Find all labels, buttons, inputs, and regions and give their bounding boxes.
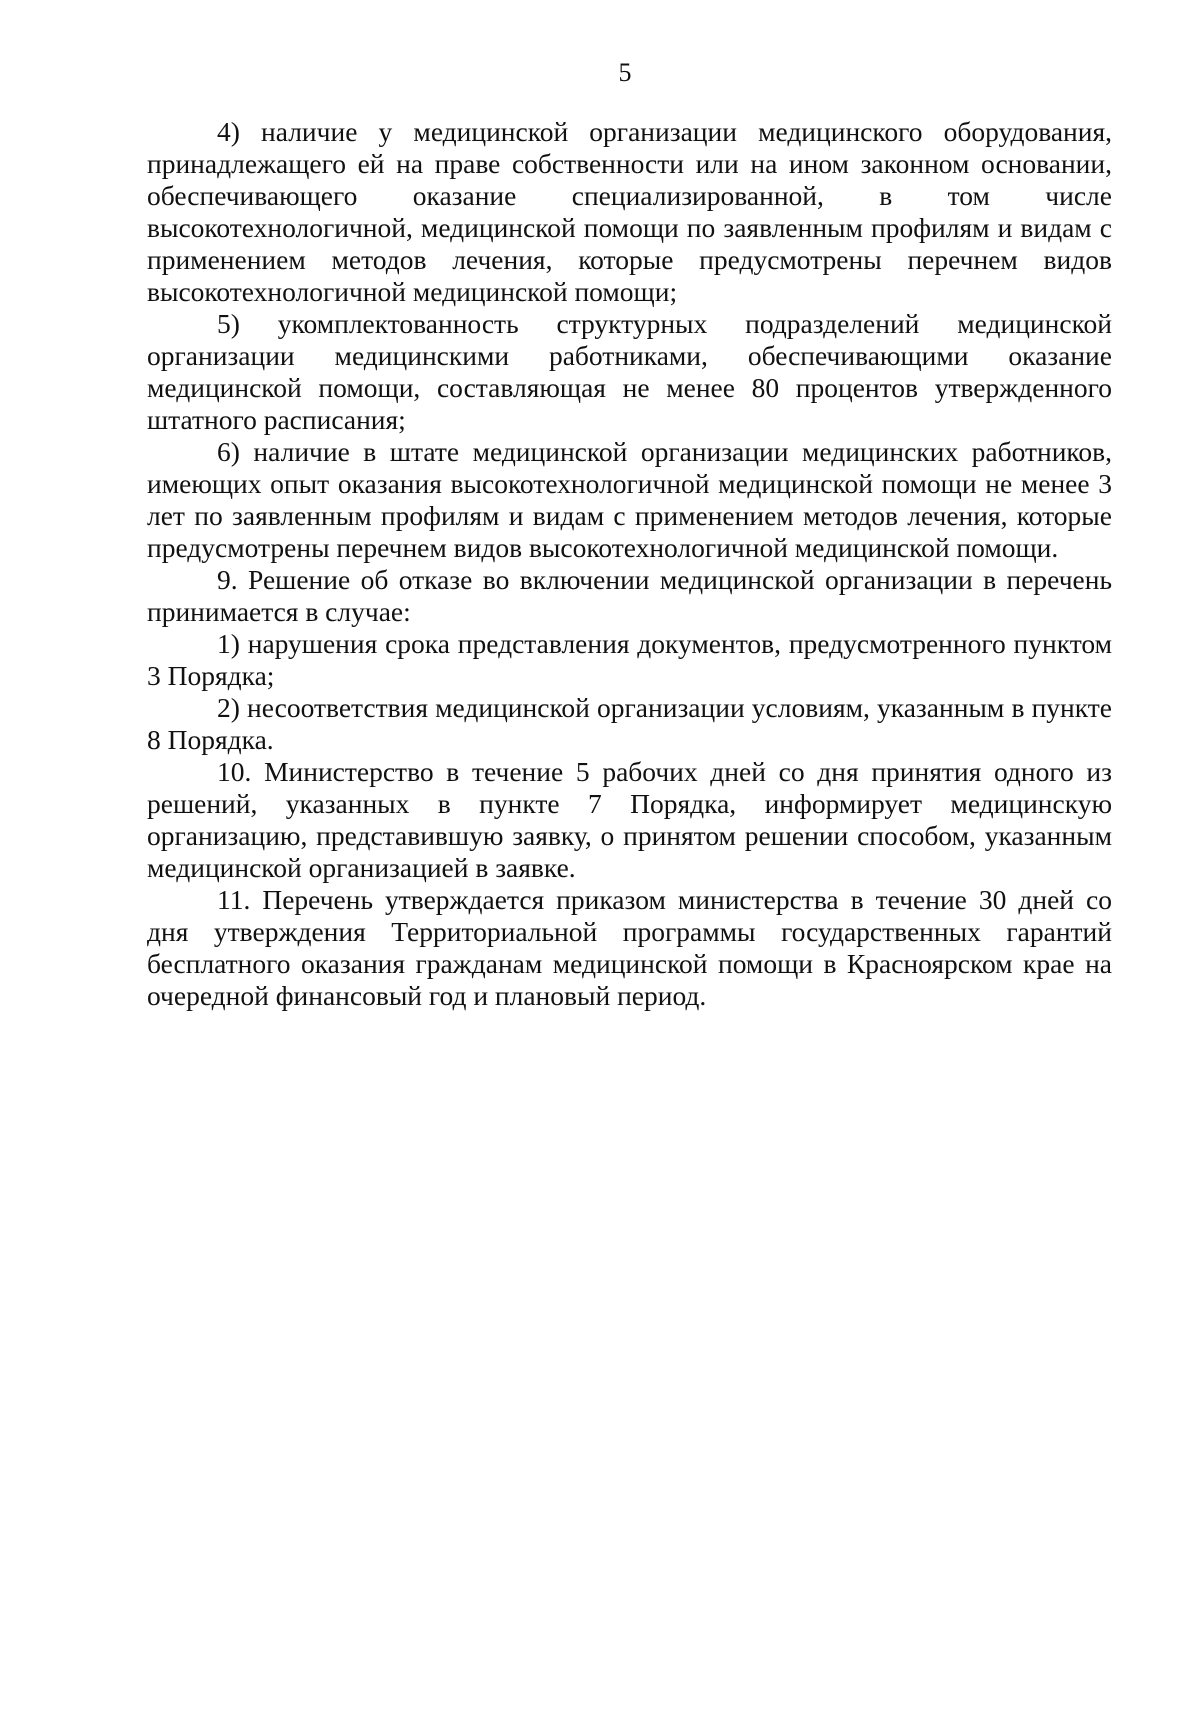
paragraph-item-4-equipment: 4) наличие у медицинской организации медицинского оборудования, принадлежащего ей на праве собственности или на ином законном основании, обеспечивающего оказание специализированной, в том числе высокотехнологичной, медицинской помощи по заявленным профилям и видам с применением методов лечения, которые предусмотрены перечнем видов высокотехнологичной медицинской помощи; <box>147 116 1112 307</box>
page-number: 5 <box>618 58 632 87</box>
paragraph-item-6-experience: 6) наличие в штате медицинской организации медицинских работников, имеющих опыт оказания высокотехнологичной медицинской помощи не менее 3 лет по заявленным профилям и видам с применением методов лечения, которые предусмотрены перечнем видов высокотехнологичной медицинской помощи. <box>147 436 1112 563</box>
paragraph-refusal-case-1: 1) нарушения срока представления документов, предусмотренного пунктом 3 Порядка; <box>147 628 1112 691</box>
paragraph-11-approval: 11. Перечень утверждается приказом министерства в течение 30 дней со дня утверждения Территориальной программы государственных гарантий бесплатного оказания гражданам медицинской помощи в Красноярском крае на очередной финансовый год и плановый период. <box>147 884 1112 1011</box>
paragraph-10-notification: 10. Министерство в течение 5 рабочих дней со дня принятия одного из решений, указанных в пункте 7 Порядка, информирует медицинскую организацию, представившую заявку, о принятом решении способом, указанным медицинской организацией в заявке. <box>147 756 1112 883</box>
paragraph-item-5-staffing: 5) укомплектованность структурных подразделений медицинской организации медицинскими работниками, обеспечивающими оказание медицинской помощи, составляющая не менее 80 процентов утвержденного штатного расписания; <box>147 308 1112 435</box>
document-body <box>147 116 1112 1012</box>
paragraph-refusal-case-2: 2) несоответствия медицинской организации условиям, указанным в пункте 8 Порядка. <box>147 692 1112 755</box>
paragraph-9-refusal-decision: 9. Решение об отказе во включении медицинской организации в перечень принимается в случае: <box>147 564 1112 627</box>
